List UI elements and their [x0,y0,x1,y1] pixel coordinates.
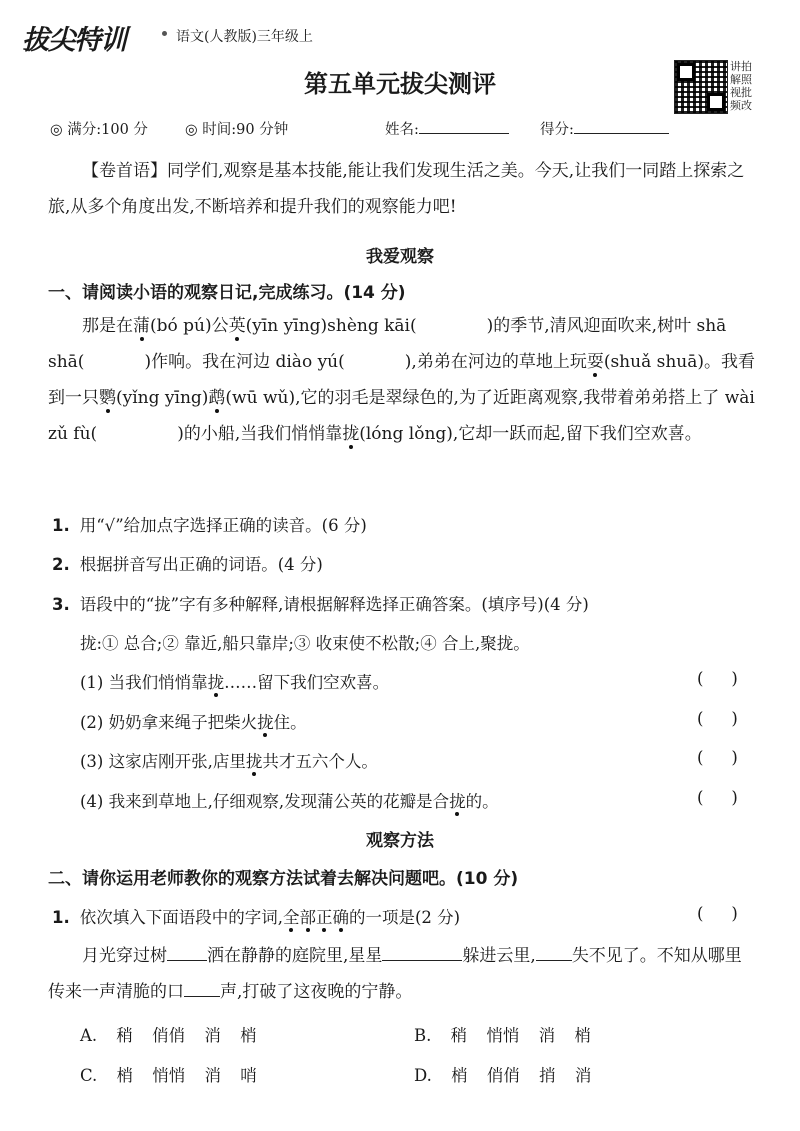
qr-caption: 讲拍解照视批频改 [730,60,752,112]
score-label: 得分: [540,122,574,138]
series-label: 语文(人教版)三年级上 [176,29,313,45]
question-two-title: 二、请你运用老师教你的观察方法试着去解决问题吧。(10 分) [48,869,519,889]
dotted-char: 耍 [586,352,604,372]
question-1-1: 1. 用“√”给加点字选择正确的读音。(6 分) [52,516,367,535]
question-2-1: 1. 依次填入下面语段中的字词,全部正确的一项是(2 分) [52,908,461,927]
time-limit: ◎ 时间:90 分钟 [185,122,289,138]
answer-paren-5[interactable]: () [697,904,766,923]
dotted-char: 鹦 [99,388,116,408]
option-d[interactable]: D. 梢 俏俏 捎 消 [414,1066,592,1085]
answer-paren-3[interactable]: () [697,748,766,767]
dotted-char: 拢 [342,424,360,444]
qr-code-icon[interactable] [674,60,728,114]
section-heading-observe: 我爱观察 [366,247,434,267]
answer-paren-2[interactable]: () [697,709,766,728]
fill-blank[interactable] [536,945,572,961]
score-field[interactable] [540,118,669,139]
meanings-list: 拢:① 总合;② 靠近,船只靠岸;③ 收束使不松散;④ 合上,聚拢。 [80,634,530,653]
dotted-char: 蒲 [133,316,150,336]
sub-question-3: (3) 这家店刚开张,店里拢共才五六个人。 [80,752,378,771]
dotted-char: 英 [228,316,246,336]
full-score: ◎ 满分:100 分 [50,122,148,138]
option-a[interactable]: A. 稍 俏俏 消 梢 [80,1026,257,1045]
question-1-2: 2. 根据拼音写出正确的词语。(4 分) [52,555,323,574]
name-label: 姓名: [385,122,419,138]
name-field[interactable] [385,118,509,139]
intro-paragraph: 【卷首语】同学们,观察是基本技能,能让我们发现生活之美。今天,让我们一同踏上探索之旅,从多个角度出发,不断培养和提升我们的观察能力吧! [48,161,745,217]
section-heading-methods: 观察方法 [366,831,434,851]
answer-paren-1[interactable]: () [697,669,766,688]
fill-blank[interactable] [184,981,220,997]
name-blank[interactable] [419,119,509,134]
score-blank[interactable] [574,119,669,134]
fill-blank[interactable] [382,945,462,961]
page-title: 第五单元拔尖测评 [304,70,496,98]
diary-passage: 那是在蒲(bó pú)公英(yīn yīng)shèng kāi( )的季节,清风迎面吹来,树叶 shā shā( )作响。我在河边 diào yú( ),弟弟在河边的草地上玩耍(shuǎ shuā)。我看到一只鹦(yǐng yīng)鹉(wū wǔ),它的羽毛是翠绿色的,为了近距离观察,我带着弟弟搭上了 wài zǔ fù( )的小船,当我们悄悄靠拢(lóng lǒng),它却一跃而起,留下我们空欢喜。 [48,316,756,444]
fill-blank[interactable] [167,945,207,961]
dotted-char: 鹉 [208,388,226,408]
sub-question-2: (2) 奶奶拿来绳子把柴火拢住。 [80,713,307,732]
answer-paren-4[interactable]: () [697,788,766,807]
option-b[interactable]: B. 稍 悄悄 消 梢 [414,1026,591,1045]
question-one-title: 一、请阅读小语的观察日记,完成练习。(14 分) [48,283,406,303]
sub-question-4: (4) 我来到草地上,仔细观察,发现蒲公英的花瓣是合拢的。 [80,792,499,811]
question-1-3: 3. 语段中的“拢”字有多种解释,请根据解释选择正确答案。(填序号)(4 分) [52,595,589,614]
fill-blank-passage: 月光穿过树 洒在静静的庭院里,星星 躲进云里, 失不见了。不知从哪里传来一声清脆的口 声,打破了这夜晚的宁静。 [48,946,742,1002]
sub-question-1: (1) 当我们悄悄靠拢……留下我们空欢喜。 [80,673,390,692]
option-c[interactable]: C. 梢 悄悄 消 哨 [80,1066,257,1085]
separator-dot [162,31,167,36]
brand-logo: 拔尖特训 [22,25,126,56]
